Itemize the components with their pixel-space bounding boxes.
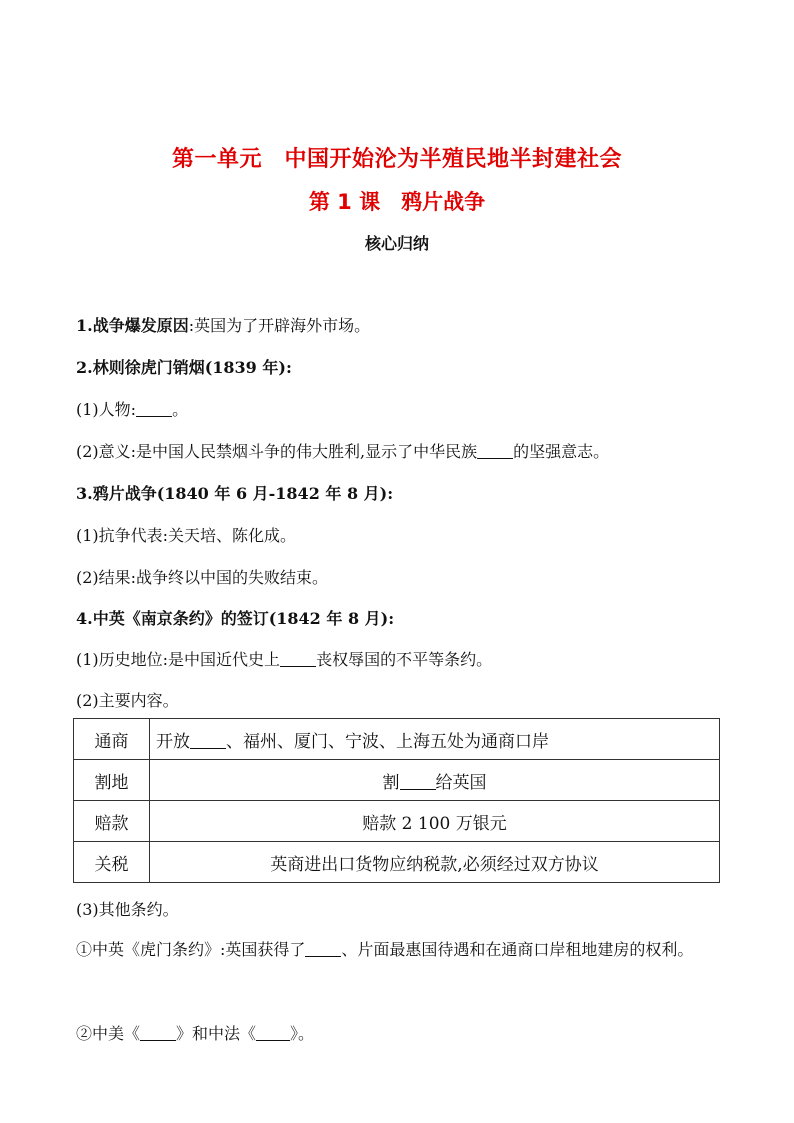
item-1-text: :英国为了开辟海外市场。 (188, 316, 371, 335)
item-4-3-1-text: ①中英《虎门条约》:英国获得了 (76, 940, 306, 959)
item-2-1-end: 。 (172, 400, 189, 419)
row-text-end: 、福州、厦门、宁波、上海五处为通商口岸 (226, 731, 549, 752)
item-4-3-2 (76, 1022, 726, 1046)
item-2-label: 2.林则徐虎门销烟(1839 年): (76, 358, 292, 377)
row-text-end: 给英国 (435, 772, 487, 793)
unit-title: 第一单元 中国开始沦为半殖民地半封建社会 (171, 147, 622, 172)
fill-blank (190, 732, 226, 749)
fill-blank (305, 940, 341, 957)
row-content: 英商进出口货物应纳税款,必须经过双方协议 (150, 842, 720, 883)
row-category: 关税 (74, 842, 150, 883)
item-3-1: (1)抗争代表:关天培、陈化成。 (76, 526, 297, 545)
row-content (150, 760, 720, 801)
table-row (74, 801, 720, 842)
item-4-label: 4.中英《南京条约》的签订(1842 年 8 月): (76, 609, 395, 628)
section-title: 核心归纳 (364, 234, 429, 253)
item-4-3: (3)其他条约。 (76, 900, 179, 919)
item-4-3-2-end: 》。 (290, 1024, 315, 1043)
fill-blank (256, 1024, 290, 1041)
fill-blank (280, 650, 316, 667)
item-1-label: 1.战争爆发原因 (76, 316, 189, 335)
item-4-1-end: 丧权辱国的不平等条约。 (316, 650, 493, 669)
row-category: 割地 (74, 760, 150, 801)
item-4-3-2-mid: 》和中法《 (176, 1024, 257, 1043)
fill-blank (136, 400, 172, 417)
item-2-2 (76, 440, 726, 464)
item-2-2-text: (2)意义:是中国人民禁烟斗争的伟大胜利,显示了中华民族 (76, 442, 478, 461)
item-3-label: 3.鸦片战争(1840 年 6 月-1842 年 8 月): (76, 484, 394, 503)
lesson-title: 第 1 课 鸦片战争 (308, 190, 486, 214)
item-4-3-2-text: ②中美《 (76, 1024, 141, 1043)
item-3-2: (2)结果:战争终以中国的失败结束。 (76, 568, 329, 587)
fill-blank (477, 442, 513, 459)
item-4-1 (76, 648, 726, 672)
item-2-1-text: (1)人物: (76, 400, 137, 419)
row-category: 赔款 (74, 801, 150, 842)
table-row (74, 842, 720, 883)
item-1 (76, 314, 726, 338)
row-text: 开放 (156, 731, 190, 752)
fill-blank (140, 1024, 176, 1041)
item-4-2: (2)主要内容。 (76, 691, 179, 710)
treaty-content-table (73, 718, 720, 883)
table-row (74, 760, 720, 801)
row-text: 割 (382, 772, 400, 793)
item-4-1-text: (1)历史地位:是中国近代史上 (76, 650, 281, 669)
item-4-3-1 (76, 930, 726, 970)
table-row (74, 719, 720, 760)
item-2-2-end: 的坚强意志。 (513, 442, 610, 461)
row-content: 赔款 2 100 万银元 (150, 801, 720, 842)
row-category: 通商 (74, 719, 150, 760)
fill-blank (400, 773, 436, 790)
row-content (150, 719, 720, 760)
item-4-3-1-end: 、片面最惠国待遇和在通商口岸租地建房的权利。 (341, 940, 694, 959)
item-2-1 (76, 398, 726, 422)
